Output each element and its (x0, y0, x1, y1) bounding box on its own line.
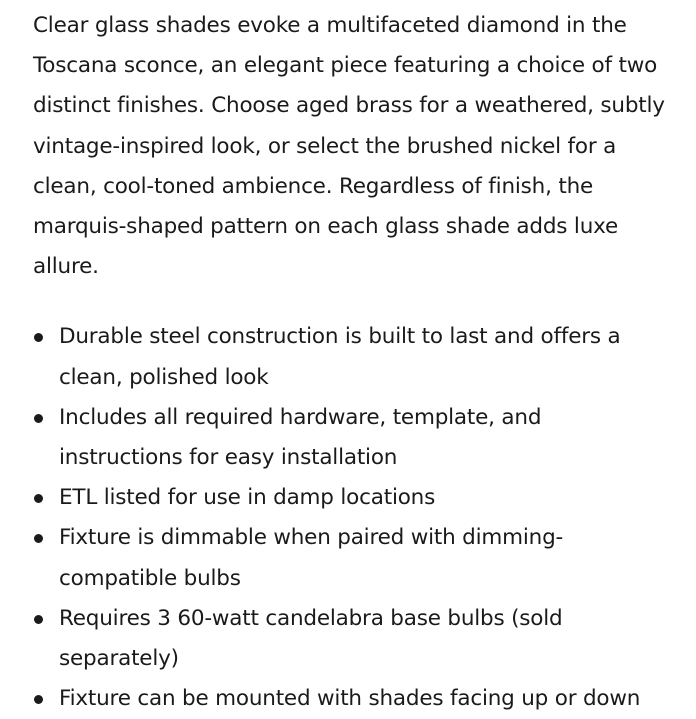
bullet-icon (34, 414, 43, 423)
bullet-icon (34, 494, 43, 503)
product-description: Clear glass shades evoke a multifaceted diamond in the Toscana sconce, an elegant piece featuring a choice of two distinct finishes. Choose aged brass for a weathered, subtly vintage-inspired look, or select the brushed nickel for a clean, cool-toned ambience. Regardless of finish, the marquis-shaped pattern on each glass shade adds luxe allure. (33, 13, 665, 280)
feature-text: ETL listed for use in damp locations (59, 485, 436, 511)
bullet-icon (34, 333, 43, 342)
list-item (33, 317, 668, 397)
feature-text: Requires 3 60-watt candelabra base bulbs (sold separately) (59, 605, 563, 672)
bullet-icon (34, 615, 43, 624)
list-item (33, 679, 668, 719)
feature-text: Fixture can be mounted with shades facing up or down (59, 686, 641, 712)
feature-text: Durable steel construction is built to last and offers a clean, polished look (59, 324, 621, 390)
list-item (33, 398, 668, 478)
bullet-icon (34, 534, 43, 543)
feature-text: Fixture is dimmable when paired with dimming-compatible bulbs (59, 525, 564, 591)
feature-list (33, 317, 668, 719)
feature-text: Includes all required hardware, template, and instructions for easy installation (59, 404, 542, 471)
list-item (33, 599, 668, 679)
list-item (33, 518, 668, 598)
list-item (33, 478, 668, 518)
bullet-icon (34, 695, 43, 704)
